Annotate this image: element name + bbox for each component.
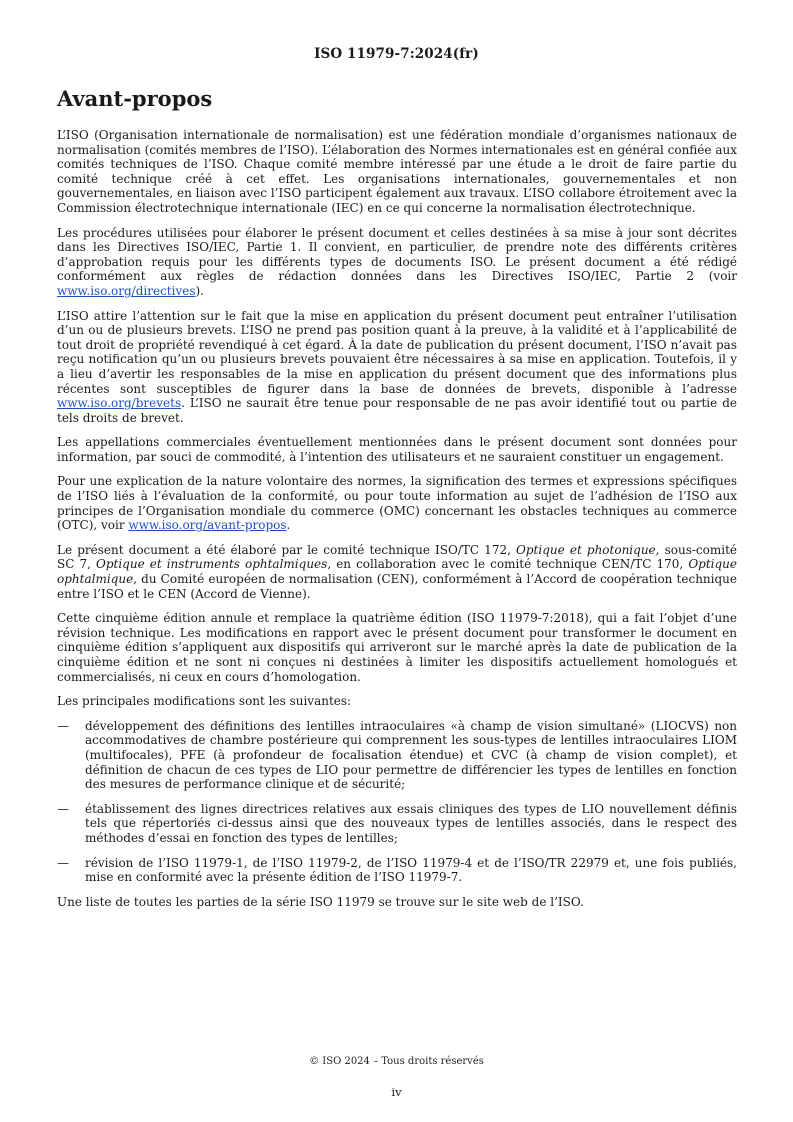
paragraph-text: ). — [195, 283, 204, 298]
paragraph-iso-intro: L’ISO (Organisation internationale de normalisation) est une fédération mondiale d’organismes nationaux de normalisation (comités membres de l’ISO). L’élaboration des Normes internationales est en général confiée aux comités techniques de l’ISO. Chaque comité membre intéressé par une étude a le droit de faire partie du comité technique créé à cet effet. Les organisations internationales, gouvernementales et non gouvernementales, en liaison avec l’ISO participent également aux travaux. L’ISO collabore étroitement avec la Commission électrotechnique internationale (IEC) en ce qui concerne la normalisation électrotechnique. — [57, 128, 737, 215]
list-item-text: développement des définitions des lentilles intraoculaires «à champ de vision simultané» (LIOCVS) non accommodatives de chambre postérieure qui comprennent les sous-types de lentilles intraoculaires LIOM (multifocales), PFE (à profondeur de focalisation étendue) et CVC (à champ de vision complet), et définition de chacun de ces types de LIO pour permettre de différencier les types de lentilles en fonction des mesures de performance clinique et de sécurité; — [85, 718, 737, 792]
page-number: iv — [391, 1085, 402, 1099]
paragraph-committee — [57, 543, 737, 601]
paragraph-text: . — [286, 518, 291, 533]
paragraph-series-list: Une liste de toutes les parties de la série ISO 11979 se trouve sur le site web de l’ISO. — [57, 894, 584, 909]
paragraph-text: Les procédures utilisées pour élaborer le présent document et celles destinées à sa mise à jour sont décrites dans les Directives ISO/IEC, Partie 1. Il convient, en particulier, de prendre note des différents critères d’approbation requis pour les différents types de documents ISO. Le présent document a été rédigé conformément aux règles de rédaction données dans les Directives ISO/IEC, Partie 2 (voir — [57, 225, 737, 284]
page-title: Avant-propos — [57, 86, 213, 111]
paragraph-voluntary-nature — [57, 474, 737, 532]
paragraph-trade-names: Les appellations commerciales éventuellement mentionnées dans le présent document sont données pour information, par souci de commodité, à l’intention des utilisateurs et ne sauraient constituer un engagement. — [57, 435, 737, 464]
paragraph-patents — [57, 309, 737, 426]
paragraph-text: L’ISO attire l’attention sur le fait que la mise en application du présent document peut entraîner l’utilisation d’un ou de plusieurs brevets. L’ISO ne prend pas position quant à la preuve, à la validité et à l’applicabilité de tout droit de propriété revendiqué à cet égard. À la date de publication du présent document, l’ISO n’avait pas reçu notification qu’un ou plusieurs brevets pouvaient être nécessaires à sa mise en application. Toutefois, il y a lieu d’avertir les responsables de la mise en application du présent document que des informations plus récentes sont susceptibles de figurer dans la base de données de brevets, disponible à l’adresse — [57, 308, 737, 396]
list-dash: — — [57, 718, 69, 733]
subcommittee-title-italic: Optique et instruments ophtalmiques — [95, 557, 328, 572]
list-dash: — — [57, 801, 69, 816]
paragraph-text: , du Comité européen de normalisation (CEN), conformément à l’Accord de coopération technique entre l’ISO et le CEN (Accord de Vienne). — [57, 572, 737, 601]
list-item-text: établissement des lignes directrices relatives aux essais cliniques des types de LIO nouvellement définis tels que répertoriés ci-dessus ainsi que des nouveaux types de lentilles associés, dans le respect des méthodes d’essai en fonction des types de lentilles; — [85, 801, 737, 845]
cen-committee-title-italic: Optique ophtalmique — [57, 557, 738, 587]
list-item — [57, 856, 737, 885]
footer-copyright: © ISO 2024 – Tous droits réservés — [309, 1056, 484, 1067]
paragraph-text: . L’ISO ne saurait être tenue pour responsable de ne pas avoir identifié tout ou partie de tels droits de brevet. — [57, 396, 737, 425]
paragraph-text: , sous-comité SC 7, — [57, 542, 737, 572]
list-dash: — — [57, 855, 69, 870]
committee-title-italic: Optique et photonique — [516, 542, 656, 557]
directives-link[interactable]: www.iso.org/directives — [57, 283, 196, 298]
paragraph-text: Pour une explication de la nature volontaire des normes, la signification des termes et expressions spécifiques de l’ISO liés à l’évaluation de la conformité, ou pour toute information au sujet de l’adhésion de l’ISO aux principes de l’Organisation mondiale du commerce (OMC) concernant les obstacles techniques au commerce (OTC), voir — [57, 474, 737, 533]
list-item — [57, 802, 737, 846]
paragraph-text: Le présent document a été élaboré par le comité technique ISO/TC 172, — [57, 542, 517, 557]
changes-list — [57, 719, 737, 885]
patents-link[interactable]: www.iso.org/brevets — [57, 396, 182, 411]
paragraph-text: , en collaboration avec le comité technique CEN/TC 170, — [327, 557, 689, 572]
document-id-header: ISO 11979-7:2024(fr) — [314, 46, 479, 62]
paragraph-edition: Cette cinquième édition annule et remplace la quatrième édition (ISO 11979-7:2018), qui a fait l’objet d’une révision technique. Les modifications en rapport avec le présent document pour transformer le document en cinquième édition s’appliquent aux dispositifs qui arriveront sur le marché après la date de publication de la cinquième édition et ne sont ni conçues ni destinées à limiter les dispositifs actuellement homologués et commercialisés, ni ceux en cours d’homologation. — [57, 611, 737, 684]
list-item — [57, 719, 737, 792]
foreword-link[interactable]: www.iso.org/avant-propos — [128, 518, 287, 533]
paragraph-procedures — [57, 226, 737, 299]
paragraph-changes-intro: Les principales modifications sont les suivantes: — [57, 694, 352, 709]
foreword-body — [57, 128, 737, 919]
list-item-text: révision de l’ISO 11979-1, de l’ISO 11979-2, de l’ISO 11979-4 et de l’ISO/TR 22979 et, une fois publiés, mise en conformité avec la présente édition de l’ISO 11979-7. — [85, 855, 737, 885]
